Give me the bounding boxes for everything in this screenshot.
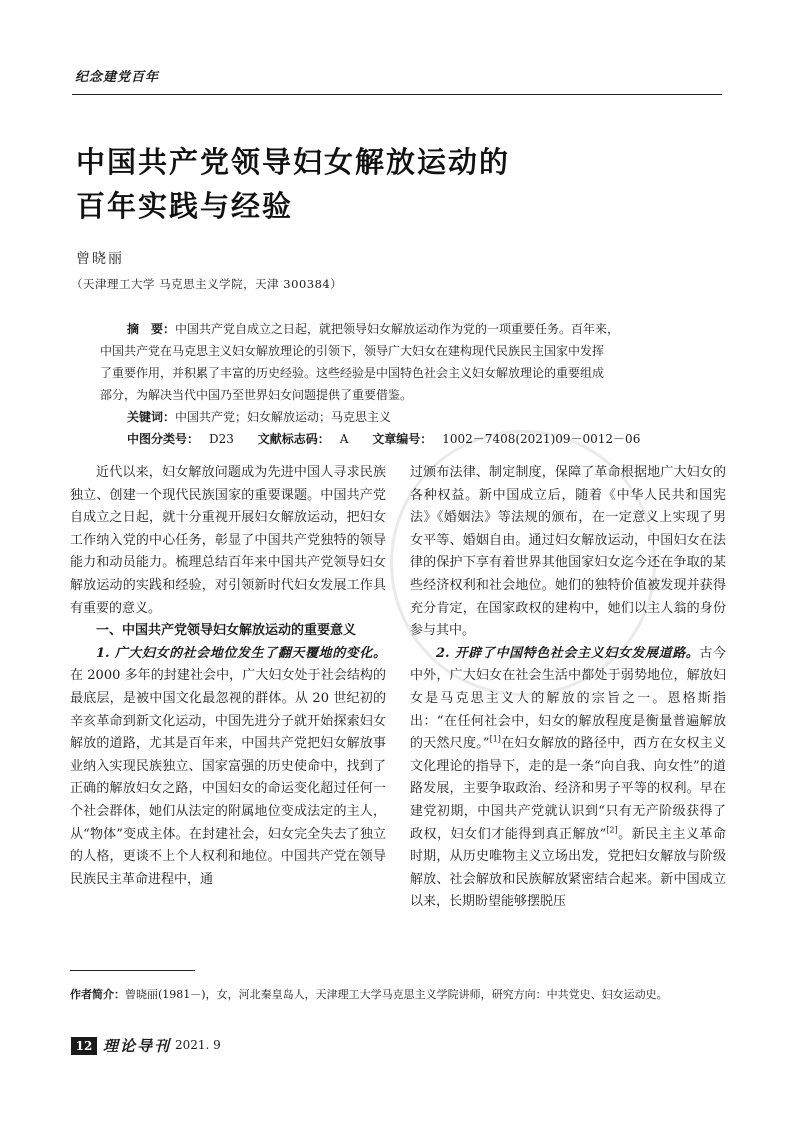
header-divider: [72, 94, 722, 95]
abstract: [100, 318, 700, 450]
page-number: 12: [71, 1037, 97, 1055]
paragraph-point-1: [70, 643, 386, 892]
abstract-line-2: 中国共产党在马克思主义妇女解放理论的引领下，领导广大妇女在建构现代民族民主国家中发挥: [100, 344, 605, 358]
clc-label: 中图分类号：: [127, 432, 200, 446]
abstract-label: 摘 要：: [127, 322, 176, 336]
body-column-left: [70, 462, 386, 891]
abstract-line-4: 部分，为解决当代中国乃至世界妇女问题提供了重要借鉴。: [100, 388, 413, 402]
footnote-label: 作者简介：: [70, 988, 125, 1001]
point-2-lead: 2. 开辟了中国特色社会主义妇女发展道路。: [436, 645, 700, 661]
author-footnote: [70, 985, 722, 1005]
article-no: 1002－7408(2021)09－0012－06: [442, 432, 641, 446]
section-heading-1: 一、中国共产党领导妇女解放运动的重要意义: [96, 623, 357, 639]
citation-ref-2[interactable]: [2]: [606, 825, 618, 835]
author-name: 曾晓丽: [76, 251, 124, 267]
keywords-label: 关键词：: [127, 410, 176, 424]
abstract-line-1: 中国共产党自成立之日起，就把领导妇女解放运动作为党的一项重要任务。百年来，: [175, 322, 620, 336]
paragraph-continued: 过颁布法律、制定制度，保障了革命根据地广大妇女的各种权益。新中国成立后，随着《中华人民共和国宪法》《婚姻法》等法规的颁布，在一定意义上实现了男女平等、婚姻自由。通过妇女解放运动，中国妇女在法律的保护下享有着世界其他国家妇女迄今还在争取的某些经济权利和社会地位。她们的独特价值被发现并获得充分肯定，在国家政权的建构中，她们以主人翁的身份参与其中。: [410, 465, 726, 639]
abstract-line-3: 了重要作用，并积累了丰富的历史经验。这些经验是中国特色社会主义妇女解放理论的重要组成: [100, 366, 605, 380]
footnote-divider: [70, 970, 195, 971]
doc-code: A: [339, 432, 349, 446]
column-label: 纪念建党百年: [75, 70, 160, 85]
paragraph-intro: 近代以来，妇女解放问题成为先进中国人寻求民族独立、创建一个现代民族国家的重要课题。中国共产党自成立之日起，就十分重视开展妇女解放运动，把妇女工作纳入党的中心任务，彰显了中国共产党独特的领导能力和动员能力。梳理总结百年来中国共产党领导妇女解放运动的实践和经验，对引领新时代妇女发展工作具有重要的意义。: [70, 465, 386, 616]
clc-code: D23: [209, 432, 234, 446]
point-1-text: 在 2000 多年的封建社会中，广大妇女处于社会结构的最底层，是被中国文化最忽视的群体。从 20 世纪初的辛亥革命到新文化运动，中国先进分子就开始探索妇女解放的道路，尤其是百年来，中国共产党把妇女解放事业纳入实现民族独立、国家富强的历史使命中，找到了正确的解放妇女之路，中国妇女的命运变化超过任何一个社会群体，她们从法定的附属地位变成法定的主人，从“物体”变成主体。在封建社会，妇女完全失去了独立的人格，更谈不上个人权利和地位。中国共产党在领导民族民主革命进程中，通: [70, 668, 386, 887]
classification-row: [100, 428, 700, 450]
paragraph-point-2: [410, 643, 726, 914]
article-no-label: 文章编号：: [372, 432, 433, 446]
point-2-text-c: 。新民主主义革命时期，从历史唯物主义立场出发，党把妇女解放与阶级解放、社会解放和民族解放紧密结合起来。新中国成立以来，长期盼望能够摆脱压: [410, 826, 726, 910]
footnote-text: 曾晓丽(1981－)，女，河北秦皇岛人，天津理工大学马克思主义学院讲师，研究方向：中共党史、妇女运动史。: [125, 988, 668, 1001]
issue-date: 2021. 9: [175, 1038, 221, 1052]
author-affiliation: （天津理工大学 马克思主义学院，天津 300384）: [71, 277, 343, 291]
keywords-row: [100, 406, 700, 428]
title-line-2: 百年实践与经验: [76, 189, 294, 223]
point-2-text-b: 在妇女解放的路径中，西方在女权主义文化理论的指导下，走的是一条“向自我、向女性”的道路发展，主要争取政治、经济和男子平等的权利。早在建党初期，中国共产党就认识到“只有无产阶级获得了政权，妇女们才能得到真正解放”: [410, 736, 726, 842]
citation-ref-1[interactable]: [1]: [489, 734, 501, 744]
title-line-1: 中国共产党领导妇女解放运动的: [76, 145, 511, 179]
journal-name: 理论导刊: [103, 1037, 172, 1055]
doc-code-label: 文献标志码：: [257, 432, 330, 446]
keywords: 中国共产党；妇女解放运动；马克思主义: [175, 410, 392, 424]
point-2-text-a: 古今中外，广大妇女在社会生活中都处于弱势地位，解放妇女是马克思主义人的解放的宗旨之一。恩格斯指出：“在任何社会中，妇女的解放程度是衡量普遍解放的天然尺度。”: [410, 645, 726, 752]
body-column-right: [410, 462, 726, 914]
article-title: [76, 140, 510, 228]
point-1-lead: 1. 广大妇女的社会地位发生了翻天覆地的变化。: [96, 645, 386, 661]
